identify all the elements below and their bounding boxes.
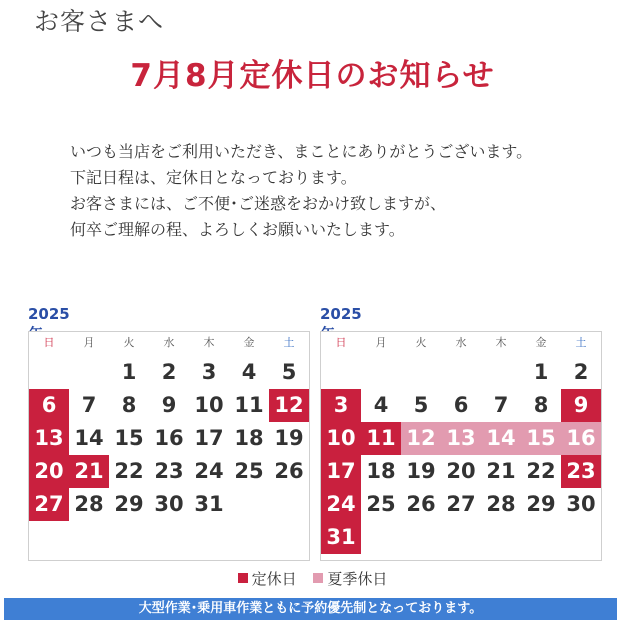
calendar-day: 4 bbox=[373, 393, 389, 417]
calendar-day: 17 bbox=[321, 455, 361, 488]
calendar-day: 10 bbox=[321, 422, 361, 455]
calendar-day: 25 bbox=[234, 459, 264, 483]
calendar-day: 1 bbox=[533, 360, 549, 384]
calendar-day: 6 bbox=[453, 393, 469, 417]
calendar-day: 8 bbox=[533, 393, 549, 417]
calendar-day: 5 bbox=[413, 393, 429, 417]
calendar-day: 2 bbox=[573, 360, 589, 384]
calendar-grid bbox=[320, 331, 602, 561]
calendar-day: 31 bbox=[321, 521, 361, 554]
calendar-day: 26 bbox=[274, 459, 304, 483]
calendar-day: 8 bbox=[121, 393, 137, 417]
closed-swatch-icon bbox=[238, 573, 248, 583]
calendar-day: 3 bbox=[321, 389, 361, 422]
weekday-header: 水 bbox=[163, 336, 175, 349]
calendar-day: 15 bbox=[521, 422, 561, 455]
calendar-day: 27 bbox=[29, 488, 69, 521]
weekday-header: 土 bbox=[575, 336, 587, 349]
calendar-day: 14 bbox=[481, 422, 521, 455]
calendar-day: 30 bbox=[566, 492, 596, 516]
calendar-day: 12 bbox=[269, 389, 309, 422]
weekday-header: 日 bbox=[43, 336, 55, 349]
legend-closed bbox=[238, 570, 297, 588]
weekday-header: 金 bbox=[535, 336, 547, 349]
calendar-day: 21 bbox=[69, 455, 109, 488]
message-line: お客さまには、ご不便･ご迷惑をおかけ致しますが、 bbox=[70, 194, 447, 213]
calendar-day: 4 bbox=[241, 360, 257, 384]
page-title: 7月8月定休日のお知らせ bbox=[130, 58, 495, 94]
calendar-day: 16 bbox=[561, 422, 601, 455]
message bbox=[70, 139, 532, 243]
calendar-day: 6 bbox=[29, 389, 69, 422]
calendar-day: 22 bbox=[114, 459, 144, 483]
calendar-day: 12 bbox=[401, 422, 441, 455]
calendar-day: 29 bbox=[114, 492, 144, 516]
weekday-header: 土 bbox=[283, 336, 295, 349]
calendar-day: 27 bbox=[446, 492, 476, 516]
calendar-day: 15 bbox=[114, 426, 144, 450]
calendar-day: 11 bbox=[234, 393, 264, 417]
weekday-header: 火 bbox=[123, 336, 135, 349]
calendar-day: 10 bbox=[194, 393, 224, 417]
weekday-header: 火 bbox=[415, 336, 427, 349]
legend-closed-label: 定休日 bbox=[251, 570, 297, 588]
calendar-day: 9 bbox=[561, 389, 601, 422]
weekday-header: 月 bbox=[375, 336, 387, 349]
calendar-day: 13 bbox=[441, 422, 481, 455]
calendar-day: 24 bbox=[321, 488, 361, 521]
calendar-day: 18 bbox=[234, 426, 264, 450]
weekday-header: 木 bbox=[495, 336, 507, 349]
weekday-header: 金 bbox=[243, 336, 255, 349]
calendar-day: 7 bbox=[493, 393, 509, 417]
calendar-day: 9 bbox=[161, 393, 177, 417]
calendar-day: 5 bbox=[281, 360, 297, 384]
greeting: お客さまへ bbox=[34, 7, 165, 36]
weekday-header: 日 bbox=[335, 336, 347, 349]
message-line: いつも当店をご利用いただき、まことにありがとうございます。 bbox=[70, 142, 533, 161]
message-line: 何卒ご理解の程、よろしくお願いいたします。 bbox=[70, 220, 405, 239]
message-line: 下記日程は、定休日となっております。 bbox=[70, 168, 357, 187]
calendar-day: 16 bbox=[154, 426, 184, 450]
calendar-day: 23 bbox=[561, 455, 601, 488]
calendar-day: 14 bbox=[74, 426, 104, 450]
calendar-day: 28 bbox=[74, 492, 104, 516]
legend-summer-label: 夏季休日 bbox=[327, 570, 388, 588]
legend bbox=[0, 568, 625, 589]
calendar-day: 20 bbox=[29, 455, 69, 488]
calendar-day: 26 bbox=[406, 492, 436, 516]
calendar-day: 31 bbox=[194, 492, 224, 516]
weekday-header: 月 bbox=[83, 336, 95, 349]
calendar-day: 18 bbox=[366, 459, 396, 483]
calendar-day: 13 bbox=[29, 422, 69, 455]
calendar-day: 28 bbox=[486, 492, 516, 516]
summer-swatch-icon bbox=[313, 573, 323, 583]
calendar-day: 22 bbox=[526, 459, 556, 483]
calendar-day: 11 bbox=[361, 422, 401, 455]
calendar-grid bbox=[28, 331, 310, 561]
calendar-day: 19 bbox=[406, 459, 436, 483]
legend-summer bbox=[313, 570, 387, 588]
calendar-day: 21 bbox=[486, 459, 516, 483]
calendar-day: 23 bbox=[154, 459, 184, 483]
calendar-day: 20 bbox=[446, 459, 476, 483]
footer-banner: 大型作業･乗用車作業ともに予約優先制となっております。 bbox=[4, 598, 617, 620]
calendar-day: 30 bbox=[154, 492, 184, 516]
calendar-day: 3 bbox=[201, 360, 217, 384]
calendar-day: 25 bbox=[366, 492, 396, 516]
calendar-day: 24 bbox=[194, 459, 224, 483]
calendar-day: 19 bbox=[274, 426, 304, 450]
weekday-header: 木 bbox=[203, 336, 215, 349]
weekday-header: 水 bbox=[455, 336, 467, 349]
calendar-day: 7 bbox=[81, 393, 97, 417]
calendar-day: 1 bbox=[121, 360, 137, 384]
calendar-day: 29 bbox=[526, 492, 556, 516]
calendar-day: 2 bbox=[161, 360, 177, 384]
calendar-day: 17 bbox=[194, 426, 224, 450]
